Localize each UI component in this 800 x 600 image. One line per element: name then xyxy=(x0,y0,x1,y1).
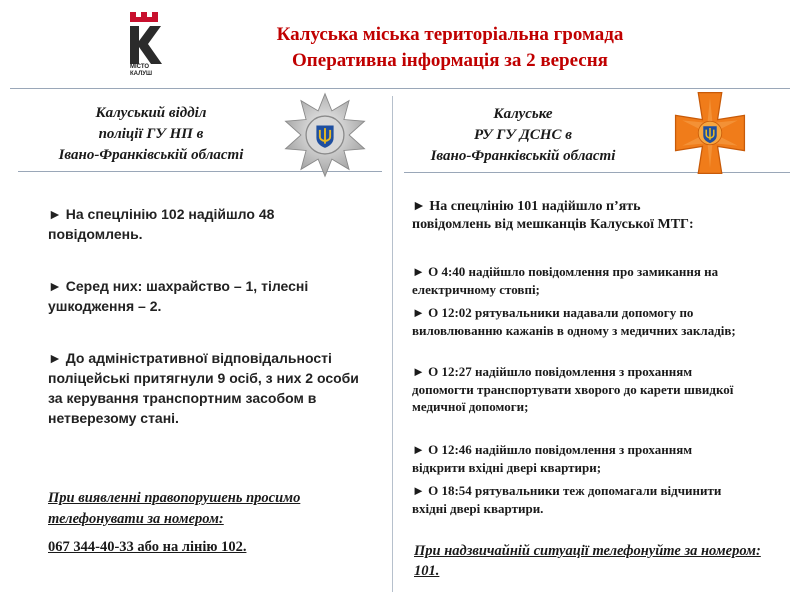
dsns-department-name xyxy=(408,104,638,167)
page-title xyxy=(200,22,700,74)
dsns-contact-text: При надзвичайній ситуації телефонуйте за номером: 101. xyxy=(414,543,761,579)
dsns-cross-emblem-icon xyxy=(668,91,752,175)
dsns-dept-line1: Калуське xyxy=(493,106,553,122)
dsns-item-4: ► О 12:46 надійшло повідомлення з проханням відкрити вхідні двері квартири; xyxy=(412,442,693,475)
police-item-1: ► На спецлінію 102 надійшло 48 повідомлень. xyxy=(48,206,275,242)
police-contact-text: При виявленні правопорушень просимо телефонувати за номером: xyxy=(48,490,301,527)
police-item-3: ► До адміністративної відповідальності поліцейські притягнули 9 осіб, з них 2 особи за керування транспортним засобом в нетверезому стані. xyxy=(48,350,359,426)
police-star-badge-icon xyxy=(282,92,368,178)
police-phone: 067 344-40-33 або на лінію 102. xyxy=(48,539,247,555)
column-divider xyxy=(392,96,393,592)
title-line1: Калуська міська територіальна громада xyxy=(276,24,624,45)
police-dept-line2: поліції ГУ НП в xyxy=(98,126,204,142)
dsns-item-5: ► О 18:54 рятувальники теж допомагали відчинити вхідні двері квартири. xyxy=(412,483,722,516)
police-dept-line3: Івано-Франківській області xyxy=(58,147,244,163)
dsns-dept-line2: РУ ГУ ДСНС в xyxy=(474,127,572,143)
logo-caption-line2: КАЛУШ xyxy=(130,71,153,77)
logo-caption-line1: МІСТО xyxy=(130,64,150,70)
dsns-item-2: ► О 12:02 рятувальники надавали допомогу по виловлюванню кажанів в одному з медичних закладів; xyxy=(412,305,736,338)
title-line2: Оперативна інформація за 2 вересня xyxy=(292,50,608,71)
police-department-name xyxy=(20,103,282,166)
police-dept-line1: Калуський відділ xyxy=(95,105,207,121)
dsns-dept-line3: Івано-Франківській області xyxy=(430,148,616,164)
dsns-item-1: ► О 4:40 надійшло повідомлення про замикання на електричному стовпі; xyxy=(412,264,719,297)
dsns-item-3: ► О 12:27 надійшло повідомлення з проханням допомогти транспортувати хворого до карети швидкої медичної допомоги; xyxy=(412,364,734,414)
dsns-intro: ► На спецлінію 101 надійшло п’ять повідомлень від мешканців Калуської МТГ: xyxy=(412,199,694,232)
police-item-2: ► Серед них: шахрайство – 1, тілесні ушкодження – 2. xyxy=(48,278,309,314)
header-divider xyxy=(10,88,790,89)
logo-caption xyxy=(130,64,164,78)
